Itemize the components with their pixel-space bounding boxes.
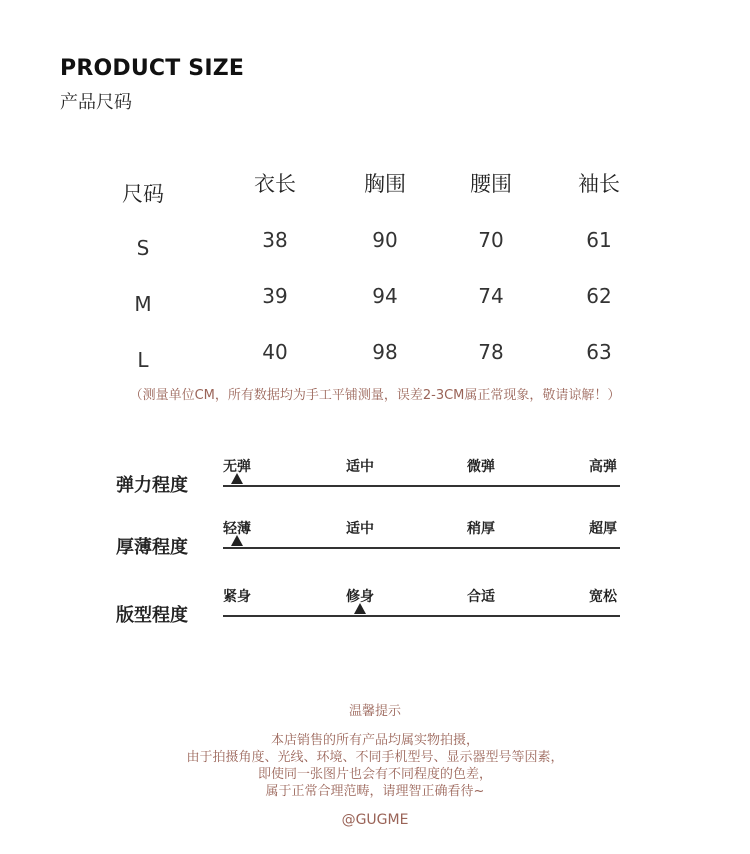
waist-value: 74 xyxy=(478,284,504,308)
waist-value: 70 xyxy=(478,228,504,252)
size-label: L xyxy=(137,348,149,372)
scale-line xyxy=(223,485,620,487)
selection-marker xyxy=(231,473,243,484)
sleeve-value: 61 xyxy=(586,228,612,252)
fit-scale xyxy=(116,586,626,636)
chest-value: 90 xyxy=(372,228,398,252)
header-title-cn: 产品尺码 xyxy=(60,92,132,113)
scale-label: 适中 xyxy=(346,459,374,475)
sleeve-value: 62 xyxy=(586,284,612,308)
scale-line xyxy=(223,547,620,549)
tips-line: 本店销售的所有产品均属实物拍摄， xyxy=(270,733,479,748)
thickness-scale xyxy=(116,518,626,568)
column-header-size: 尺码 xyxy=(122,182,164,206)
length-value: 40 xyxy=(262,340,288,364)
scale-label: 超厚 xyxy=(589,521,617,537)
scale-label: 适中 xyxy=(346,521,374,537)
scale-track xyxy=(223,518,620,568)
sleeve-value: 63 xyxy=(586,340,612,364)
measurement-note: （测量单位CM，所有数据均为手工平铺测量，误差2-3CM属正常现象，敬请谅解！） xyxy=(129,388,621,403)
scale-track xyxy=(223,456,620,506)
scale-label: 轻薄 xyxy=(223,521,251,537)
length-value: 39 xyxy=(262,284,288,308)
chest-value: 94 xyxy=(372,284,398,308)
tips-line: 即使同一张图片也会有不同程度的色差， xyxy=(257,767,492,782)
scale-title: 版型程度 xyxy=(116,605,188,626)
selection-marker xyxy=(231,535,243,546)
scale-label: 无弹 xyxy=(223,459,251,475)
size-row-m xyxy=(88,282,658,338)
scale-label: 高弹 xyxy=(589,459,617,475)
column-header-waist: 腰围 xyxy=(470,172,512,196)
scale-title: 弹力程度 xyxy=(116,475,188,496)
scale-label: 微弹 xyxy=(467,459,495,475)
scale-label: 修身 xyxy=(346,589,374,605)
tips-text xyxy=(0,732,750,800)
chest-value: 98 xyxy=(372,340,398,364)
waist-value: 78 xyxy=(478,340,504,364)
size-label: S xyxy=(136,236,150,260)
column-header-length: 衣长 xyxy=(254,172,296,196)
header-title-en: PRODUCT SIZE xyxy=(60,56,245,81)
tips-title: 温馨提示 xyxy=(348,704,401,719)
elasticity-scale xyxy=(116,456,626,506)
tips-line: 属于正常合理范畴，请理智正确看待~ xyxy=(265,784,485,799)
selection-marker xyxy=(354,603,366,614)
scale-label: 紧身 xyxy=(223,589,251,605)
column-header-chest: 胸围 xyxy=(364,172,406,196)
scale-title: 厚薄程度 xyxy=(116,537,188,558)
scale-track xyxy=(223,586,620,636)
scale-line xyxy=(223,615,620,617)
brand-handle: @GUGME xyxy=(341,812,409,828)
size-table-header xyxy=(88,170,658,226)
scale-label: 合适 xyxy=(467,589,495,605)
scale-label: 稍厚 xyxy=(467,521,495,537)
size-label: M xyxy=(134,292,152,316)
size-table xyxy=(88,170,658,394)
length-value: 38 xyxy=(262,228,288,252)
tips-line: 由于拍摄角度、光线、环境、不同手机型号、显示器型号等因素， xyxy=(186,750,564,765)
size-row-s xyxy=(88,226,658,282)
scale-label: 宽松 xyxy=(589,589,617,605)
column-header-sleeve: 袖长 xyxy=(578,172,620,196)
